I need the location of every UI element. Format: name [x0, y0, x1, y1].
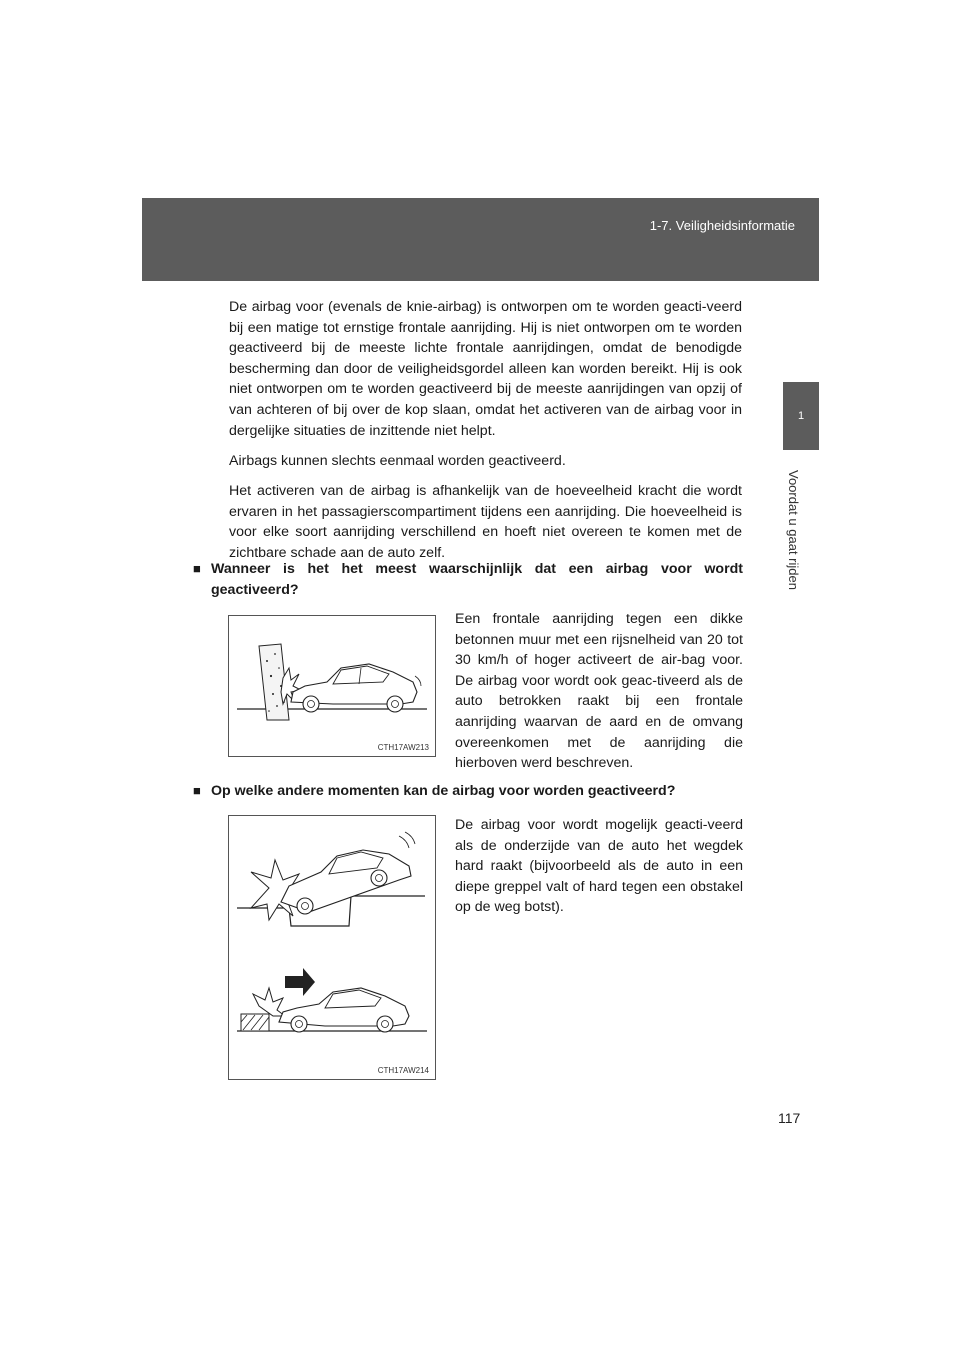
illustration-ditch-obstacle [229, 816, 435, 1079]
heading-when-activated [193, 559, 743, 600]
page-number: 117 [778, 1110, 801, 1126]
heading-text: Op welke andere momenten kan de airbag voor worden geactiveerd? [211, 783, 676, 799]
description-underbody-impact: De airbag voor wordt mogelijk geacti-veerd als de onderzijde van de auto het wegdek hard raakt (bijvoorbeeld als de auto in een diepe greppel valt of hard tegen een obstakel op de weg botst). [455, 817, 743, 916]
figure-underbody-impact [228, 815, 436, 1080]
figure-code: CTH17AW213 [377, 743, 429, 752]
paragraph-airbag-design: De airbag voor (evenals de knie-airbag) is ontworpen om te worden geacti-veerd bij een matige tot ernstige frontale aanrijding. Hij is niet ontworpen om te worden geactiveerd bij de meeste lichte frontale aanrijdingen, omdat de benodigde bescherming dan door de veiligheidsgordel alleen kan worden bereikt. Hij is ook niet ontworpen om te worden geactiveerd bij de meeste aanrijdingen van opzij of van achteren of bij over de kop slaan, omdat het activeren van de airbag voor in dergelijke situaties de inzittende niet helpt. [229, 299, 742, 439]
header-band [142, 198, 819, 281]
heading-other-moments [193, 781, 743, 802]
chapter-number: 1 [797, 410, 805, 422]
heading-bullet: ■ [193, 561, 201, 576]
paragraph-activation-force: Het activeren van de airbag is afhankelijk van de hoeveelheid kracht die wordt ervaren in het passagierscompartiment tijdens een aanrijding. Die hoeveelheid is voor elke soort aanrijding verschillend en hoeft niet overeen te komen met de zichtbare schade aan de auto zelf. [229, 483, 742, 561]
figure-code: CTH17AW214 [377, 1066, 429, 1075]
chapter-label: Voordat u gaat rijden [786, 470, 801, 590]
illustration-wall-crash [229, 616, 435, 756]
description-frontal-collision: Een frontale aanrijding tegen een dikke betonnen muur met een rijsnelheid van 20 tot 30 km/h of hoger activeert de air-bag voor. De airbag voor wordt ook geac-tiveerd als de auto betrokken raakt bij een frontale aanrijding waarvan de aard en de omvang overeenkomen met de aanrijding die hierboven werd beschreven. [455, 611, 743, 772]
figure-frontal-wall-collision [228, 615, 436, 757]
paragraph-single-activation: Airbags kunnen slechts eenmaal worden geactiveerd. [229, 453, 566, 469]
heading-text: Wanneer is het het meest waarschijnlijk dat een airbag voor wordt geactiveerd? [211, 561, 743, 598]
heading-bullet: ■ [193, 783, 201, 798]
chapter-tab [783, 382, 819, 450]
section-title: 1-7. Veiligheidsinformatie [649, 218, 795, 233]
